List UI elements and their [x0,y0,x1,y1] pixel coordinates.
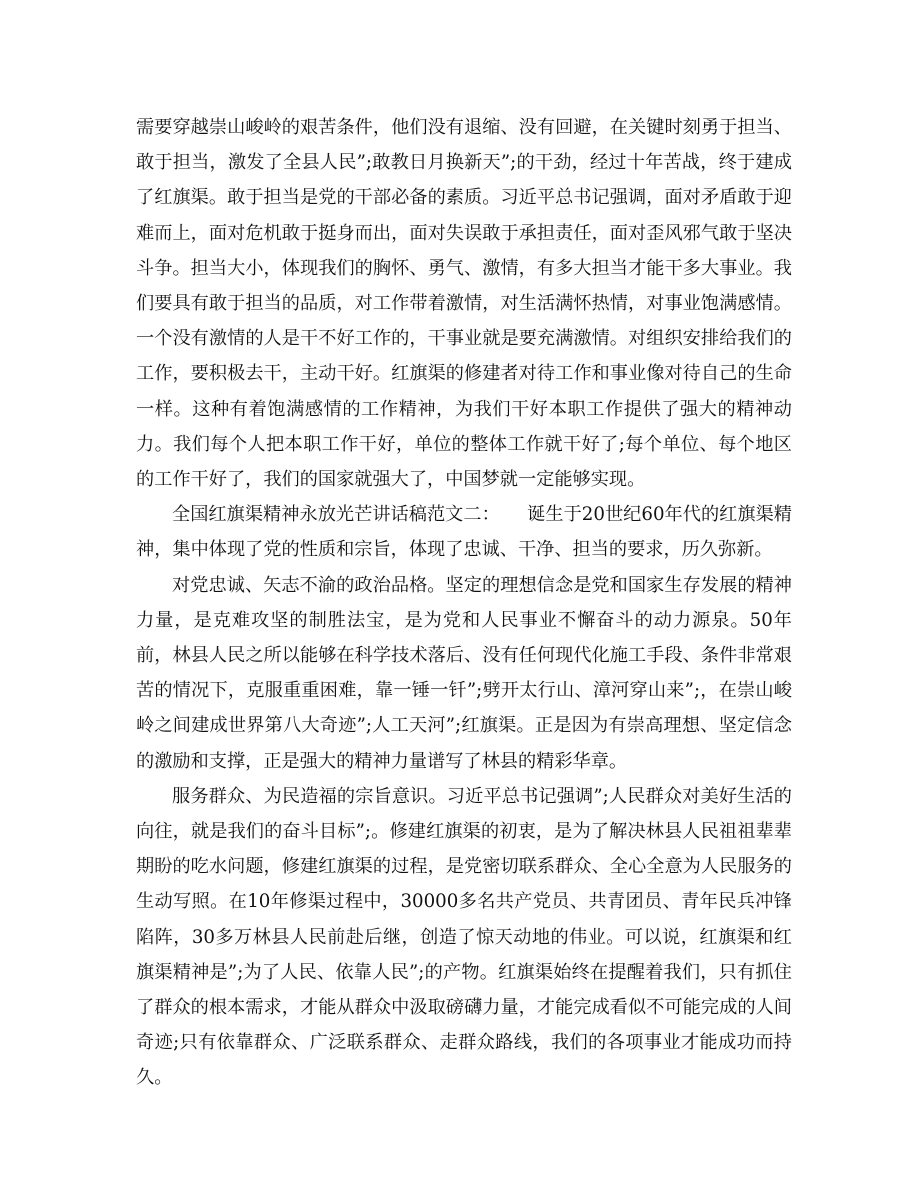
paragraph-4: 服务群众、为民造福的宗旨意识。习近平总书记强调”;人民群众对美好生活的向往，就是我们的奋斗目标”;。修建红旗渠的初衷，是为了解决林县人民祖祖辈辈期盼的吃水问题，修建红旗渠的过程，是党密切联系群众、全心全意为人民服务的生动写照。在10年修渠过程中，30000多名共产党员、共青团员、青年民兵冲锋陷阵，30多万林县人民前赴后继，创造了惊天动地的伟业。可以说，红旗渠和红旗渠精神是”;为了人民、依靠人民”;的产物。红旗渠始终在提醒着我们，只有抓住了群众的根本需求，才能从群众中汲取磅礴力量，才能完成看似不可能完成的人间奇迹;只有依靠群众、广泛联系群众、走群众路线，我们的各项事业才能成功而持久。 [136,785,792,1089]
paragraph-1: 需要穿越崇山峻岭的艰苦条件，他们没有退缩、没有回避，在关键时刻勇于担当、敢于担当，激发了全县人民”;敢教日月换新天”;的干劲，经过十年苦战，终于建成了红旗渠。敢于担当是党的干部必备的素质。习近平总书记强调，面对矛盾敢于迎难而上，面对危机敢于挺身而出，面对失误敢于承担责任，面对歪风邪气敢于坚决斗争。担当大小，体现我们的胸怀、勇气、激情，有多大担当才能干多大事业。我们要具有敢于担当的品质，对工作带着激情，对生活满怀热情，对事业饱满感情。一个没有激情的人是干不好工作的，干事业就是要充满激情。对组织安排给我们的工作，要积极去干，主动干好。红旗渠的修建者对待工作和事业像对待自己的生命一样。这种有着饱满感情的工作精神，为我们干好本职工作提供了强大的精神动力。我们每个人把本职工作干好，单位的整体工作就干好了;每个单位、每个地区的工作干好了，我们的国家就强大了，中国梦就一定能够实现。 [136,117,792,491]
paragraph-2: 全国红旗渠精神永放光芒讲话稿范文二： 诞生于20世纪60年代的红旗渠精神，集中体现了党的性质和宗旨，体现了忠诚、干净、担当的要求，历久弥新。 [136,504,792,561]
paragraph-3: 对党忠诚、矢志不渝的政治品格。坚定的理想信念是党和国家生存发展的精神力量，是克难攻坚的制胜法宝，是为党和人民事业不懈奋斗的动力源泉。50年前，林县人民之所以能够在科学技术落后、没有任何现代化施工手段、条件非常艰苦的情况下，克服重重困难，靠一锤一钎”;劈开太行山、漳河穿山来”;，在崇山峻岭之间建成世界第八大奇迹”;人工天河”;红旗渠。正是因为有崇高理想、坚定信念的激励和支撑，正是强大的精神力量谱写了林县的精彩华章。 [136,574,792,772]
document-body [136,110,792,1096]
